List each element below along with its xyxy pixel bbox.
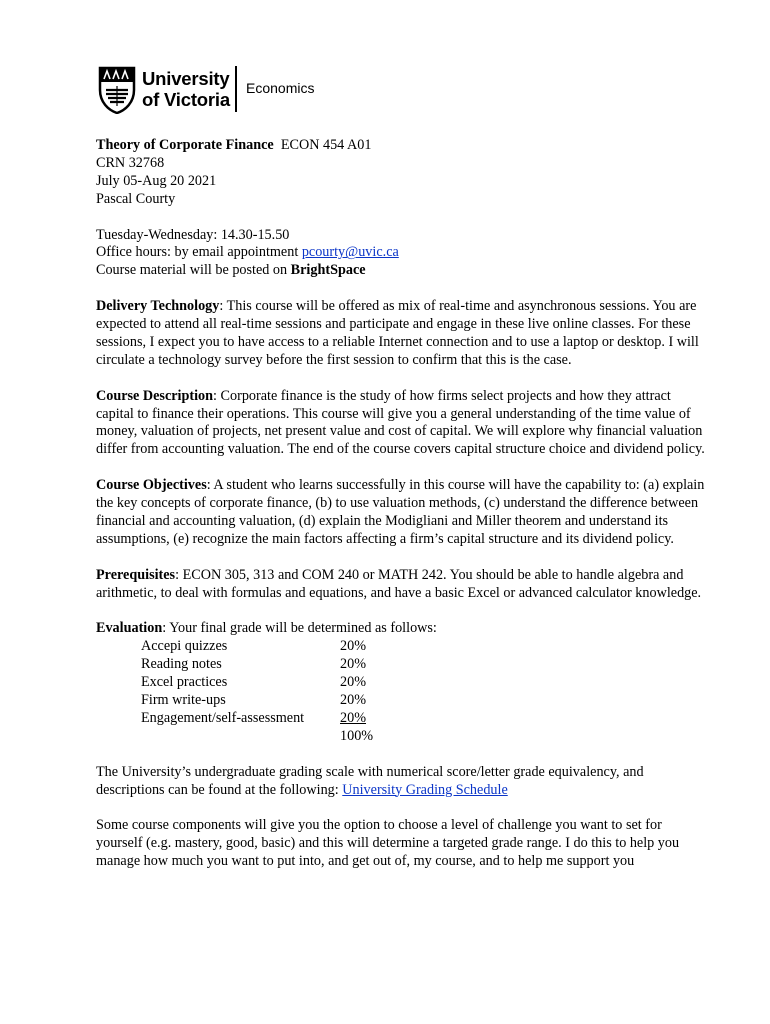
evaluation-intro: Evaluation: Your final grade will be determined as follows:: [96, 620, 437, 637]
course-material: Course material will be posted on BrightSpace: [96, 262, 366, 279]
table-row: Reading notes 20%: [141, 656, 367, 673]
delivery-heading: Delivery Technology: [96, 298, 220, 315]
grading-section: The University’s undergraduate grading scale with numerical score/letter grade equivalency, and descriptions can be found at the following: University Grading Schedule: [96, 763, 644, 798]
university-name: University of Victoria: [142, 68, 230, 110]
objectives-section: Course Objectives: A student who learns successfully in this course will have the capability to: (a) explain the key concepts of corporate finance, (b) to use valuation methods, (c) understand the difference between financial and accounting valuation, (d) explain the Modigliani and Miller theorem and understand its assumptions, (e) recognize the main factors affecting a firm’s capital structure and its dividend policy.: [96, 477, 705, 547]
course-dates: July 05-Aug 20 2021: [96, 172, 217, 189]
brightspace-label: BrightSpace: [290, 262, 366, 279]
evaluation-heading: Evaluation: [96, 620, 163, 637]
course-instructor: Pascal Courty: [96, 190, 176, 207]
total-row: [141, 728, 373, 746]
prerequisites-heading: Prerequisites: [96, 566, 176, 583]
schedule-days: Tuesday-Wednesday: 14.30-15.50: [96, 226, 290, 243]
delivery-section: Delivery Technology: This course will be offered as mix of real-time and asynchronous sessions. You are expected to attend all real-time sessions and participate and engage in these live online classes. For these sessions, I expect you to have access to a reliable Internet connection and to use a laptop or desktop. I will circulate a technology survey before the first session to confirm that this is the case.: [96, 298, 699, 368]
course-title: Theory of Corporate Finance: [96, 137, 274, 153]
evaluation-table: [141, 638, 373, 745]
uvic-crest-icon: [98, 66, 136, 114]
logo-divider: [235, 66, 237, 112]
description-section: Course Description: Corporate finance is the study of how firms select projects and how they attract capital to finance their operations. This course will give you a general understanding of the time value of money, valuation of projects, net present value and cost of capital. We will explore why financial valuation differ from accounting valuation. The end of the course covers capital structure choice and dividend policy.: [96, 387, 705, 458]
course-title-line: [96, 137, 708, 155]
course-code: ECON 454 A01: [280, 137, 372, 153]
table-row: Excel practices 20%: [141, 674, 367, 691]
description-heading: Course Description: [96, 387, 214, 404]
evaluation-total: 100%: [340, 727, 374, 744]
department-name: Economics: [246, 80, 315, 96]
components-section: Some course components will give you the option to choose a level of challenge you want to set for yourself (e.g. mastery, good, basic) and this will determine a targeted grade range. I do this to help you manage how much you want to put into, and get out of, my course, and to help me support you: [96, 817, 680, 870]
table-row: Firm write-ups 20%: [141, 692, 367, 708]
syllabus-body: [96, 137, 708, 871]
grading-schedule-link[interactable]: University Grading Schedule: [342, 781, 508, 798]
instructor-email-link[interactable]: pcourty@uvic.ca: [301, 244, 399, 261]
table-row: Engagement/self-assessment 20%: [141, 709, 367, 726]
table-row: Accepi quizzes 20%: [141, 638, 367, 655]
course-crn: CRN 32768: [96, 154, 165, 171]
objectives-heading: Course Objectives: [96, 477, 207, 494]
office-hours: Office hours: by email appointment pcourty@uvic.ca: [96, 244, 399, 261]
prerequisites-section: Prerequisites: ECON 305, 313 and COM 240 or MATH 242. You should be able to handle algebra and arithmetic, to deal with formulas and equations, and have a basic Excel or advanced calculator knowledge.: [96, 566, 702, 601]
